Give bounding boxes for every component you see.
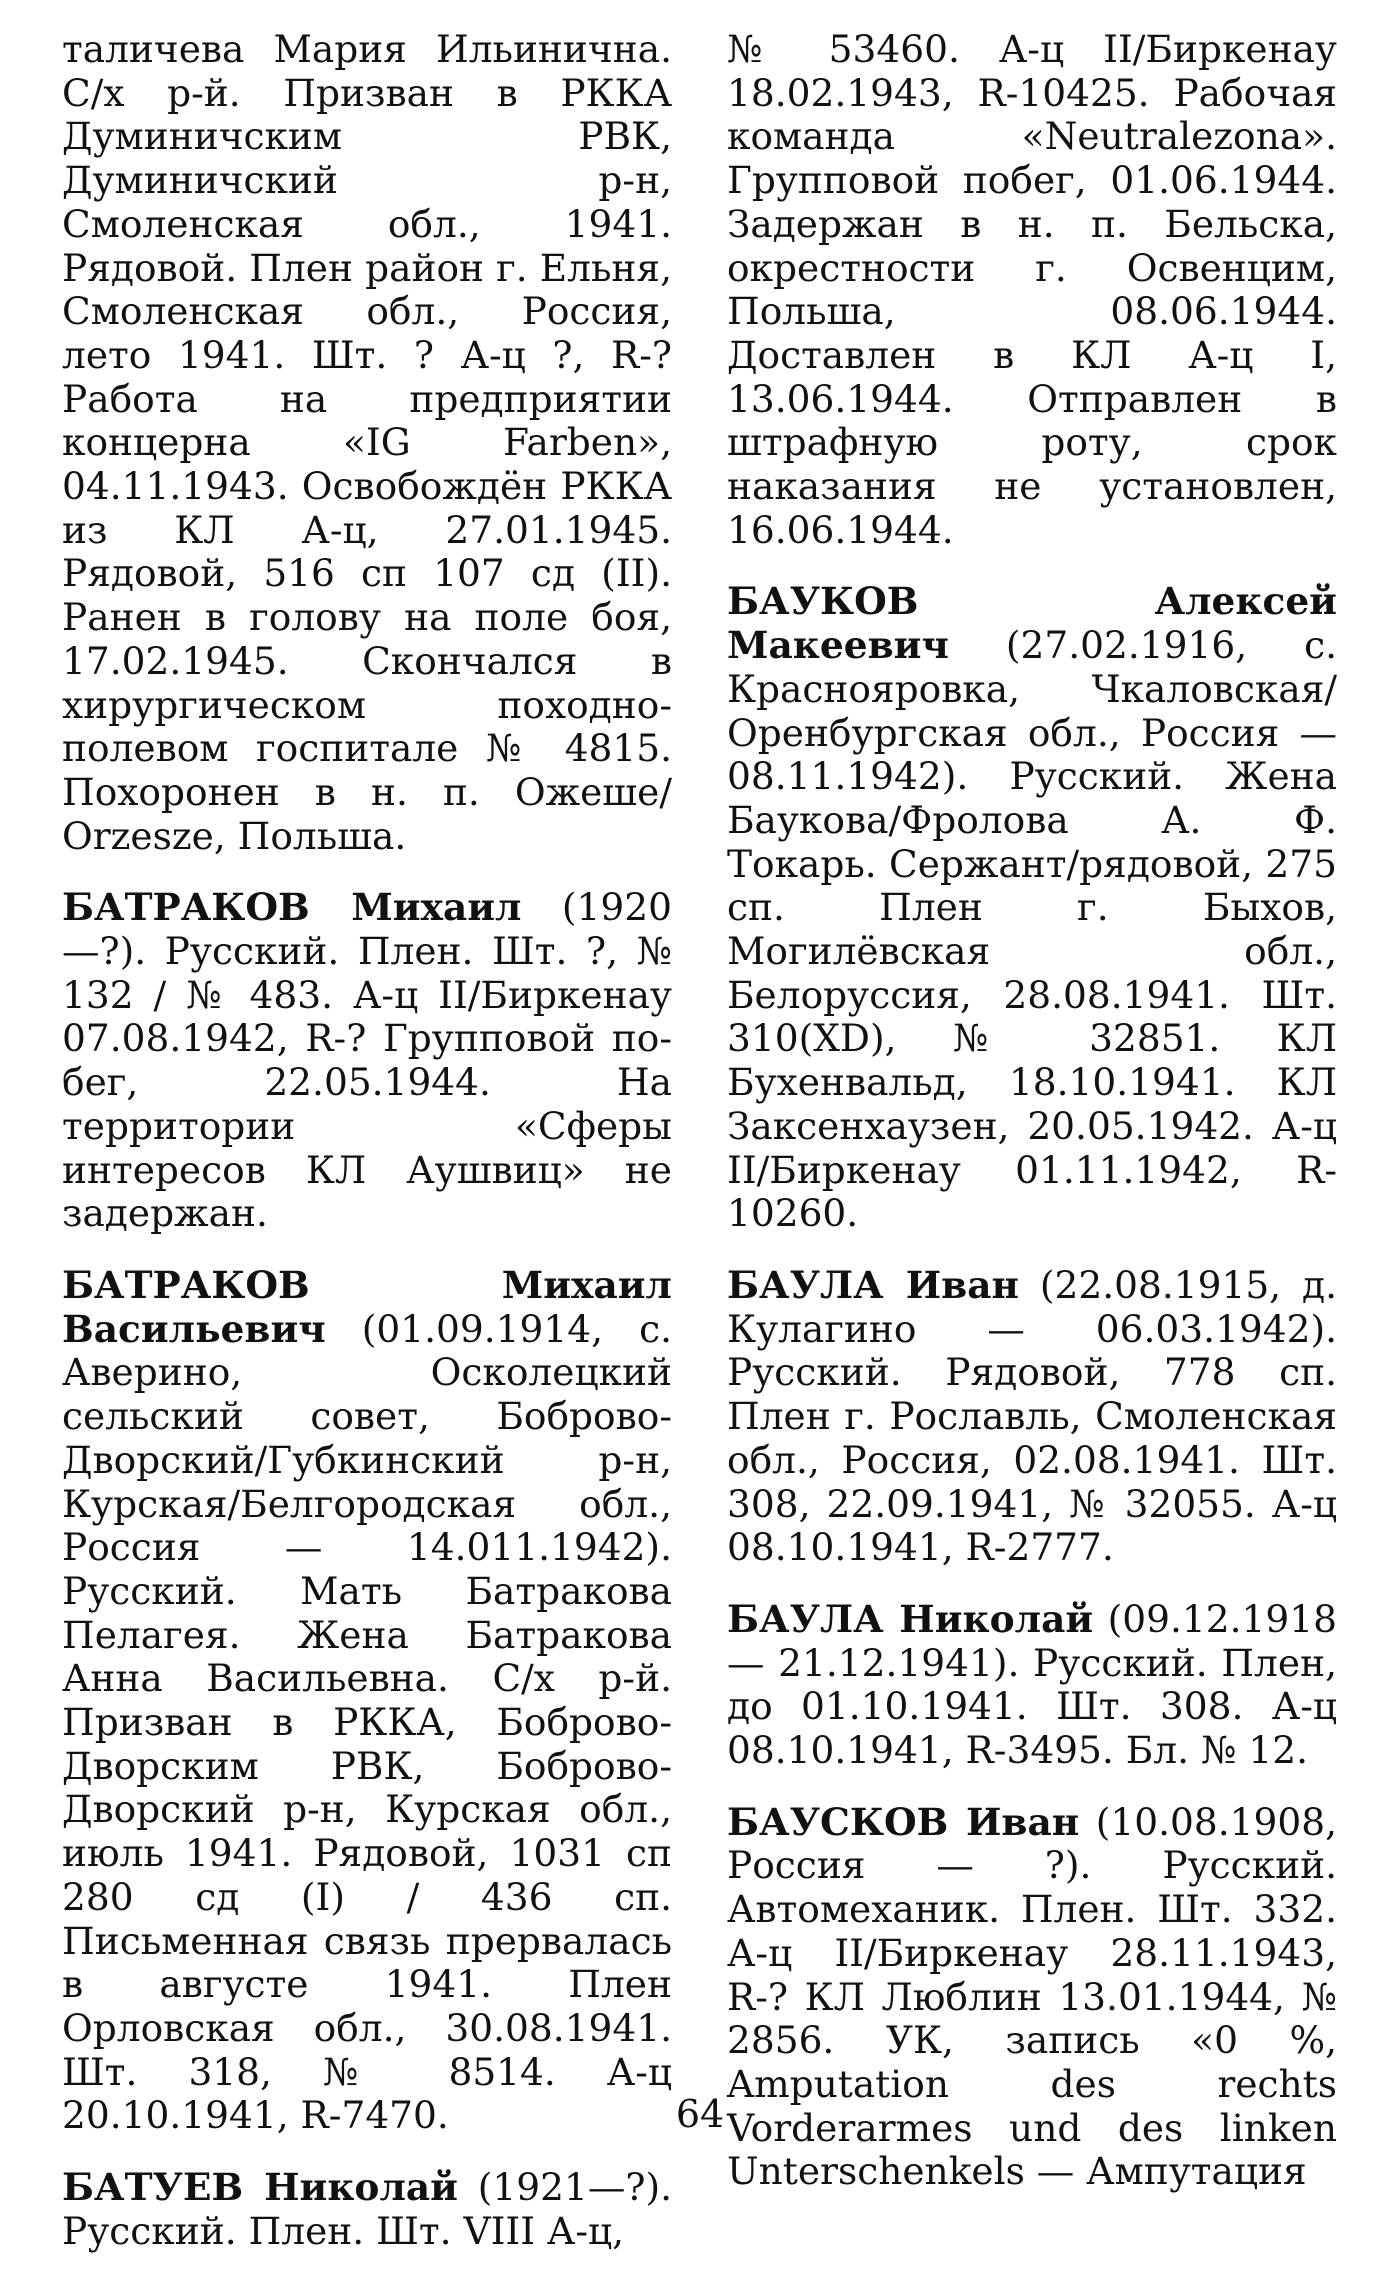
entry-text: (27.02.1916, с. Краснояровка, Чкаловская/Оренбургская обл., Россия — 08.11.1942). Русский. Жена Баукова/Фролова А. Ф. Токарь. Сержант/рядовой, 275 сп. Плен г. Быхов, Могилёвская обл., Белоруссия, 28.08.1941. Шт. 310(XD), № 32851. КЛ Бухенвальд, 18.10.1941. КЛ Заксенхаузен, 20.05.1942. А-ц II/Биркенау 01.11.1942, R-10260. [727, 623, 1337, 1236]
entry-heading: БАТРАКОВ Михаил [62, 885, 522, 930]
entry-heading: БАУЛА Иван [727, 1262, 1019, 1307]
entry [727, 1264, 1337, 1570]
entry-text: (10.08.1908, Россия — ?). Русский. Автомеханик. Плен. Шт. 332. А-ц II/Биркенау 28.11.1943, R-? КЛ Люблин 13.01.1944, № 2856. УК, запись «0 %, Amputation des rechts Vorderarmes und des linken Unterschenkels — Ампутация [727, 1799, 1337, 2194]
entry-text: (01.09.1914, с. Аверино, Осколецкий сельский совет, Боброво-Дворский/Губкинский р-н, Курская/Белгородская обл., Россия — 14.011.1942). Русский. Мать Батракова Пелагея. Жена Батракова Анна Васильевна. С/х р-й. Призван в РККА, Боброво-Дворским РВК, Боброво-Дворский р-н, Курская обл., июль 1941. Рядовой, 1031 сп 280 сд (I) / 436 сп. Письменная связь прервалась в августе 1941. Плен Орловская обл., 30.08.1941. Шт. 318, № 8514. А-ц 20.10.1941, R-7470. [62, 1306, 672, 2138]
entry-text: таличева Мария Ильинична. С/х р-й. Призван в РККА Думиничским РВК, Думиничский р-н, Смоленская обл., 1941. Рядовой. Плен район г. Ельня, Смоленская обл., Россия, лето 1941. Шт. ? А-ц ?, R-? Работа на предприятии концерна «IG Farben», 04.11.1943. Освобождён РККА из КЛ А-ц, 27.01.1945. Рядовой, 516 сп 107 сд (II). Ранен в голову на поле боя, 17.02.1945. Скончался в хирургическом походно-полевом госпитале № 4815. Похоронен в н. п. Ожеше/ Orzesze, Польша. [62, 27, 672, 858]
page-number: 64 [675, 2092, 725, 2136]
entry-text: (22.08.1915, д. Кулагино — 06.03.1942). Русский. Рядовой, 778 сп. Плен г. Рославль, Смоленская обл., Россия, 02.08.1941. Шт. 308, 22.09.1941, № 32055. А-ц 08.10.1941, R-2777. [727, 1262, 1337, 1570]
entry [727, 580, 1337, 1236]
entry [62, 28, 672, 858]
entry-heading: БАУКОВ Алексей Макеевич [727, 579, 1337, 668]
entry-text: (1921—?). Русский. Плен. Шт. VIII А-ц, [62, 2165, 672, 2253]
entry-heading: БАТУЕВ Николай [62, 2165, 458, 2210]
entry-text: (09.12.1918 — 21.12.1941). Русский. Плен, до 01.10.1941. Шт. 308. А-ц 08.10.1941, R-3495. Бл. № 12. [727, 1596, 1337, 1773]
entry [62, 2166, 672, 2253]
right-column [727, 28, 1337, 2222]
entry-heading: БАТРАКОВ Михаил Васильевич [62, 1262, 672, 1351]
entry [62, 1264, 672, 2138]
entry [727, 28, 1337, 552]
entry-heading: БАУЛА Николай [727, 1596, 1094, 1641]
entry-text: (1920—?). Русский. Плен. Шт. ?, № 132 / № 483. А-ц II/Биркенау 07.08.1942, R-? Групповой побег, 22.05.1944. На территории «Сферы интересов КЛ Аушвиц» не задержан. [62, 885, 672, 1236]
entry [727, 1598, 1337, 1773]
entry-text: № 53460. А-ц II/Биркенау 18.02.1943, R-10425. Рабочая команда «Neutralezona». Групповой побег, 01.06.1944. Задержан в н. п. Бельска, окрестности г. Освенцим, Польша, 08.06.1944. Доставлен в КЛ А-ц I, 13.06.1944. Отправлен в штрафную роту, срок наказания не установлен, 16.06.1944. [727, 27, 1337, 552]
entry [62, 886, 672, 1236]
entry-heading: БАУСКОВ Иван [727, 1799, 1080, 1844]
left-column [62, 28, 672, 2281]
